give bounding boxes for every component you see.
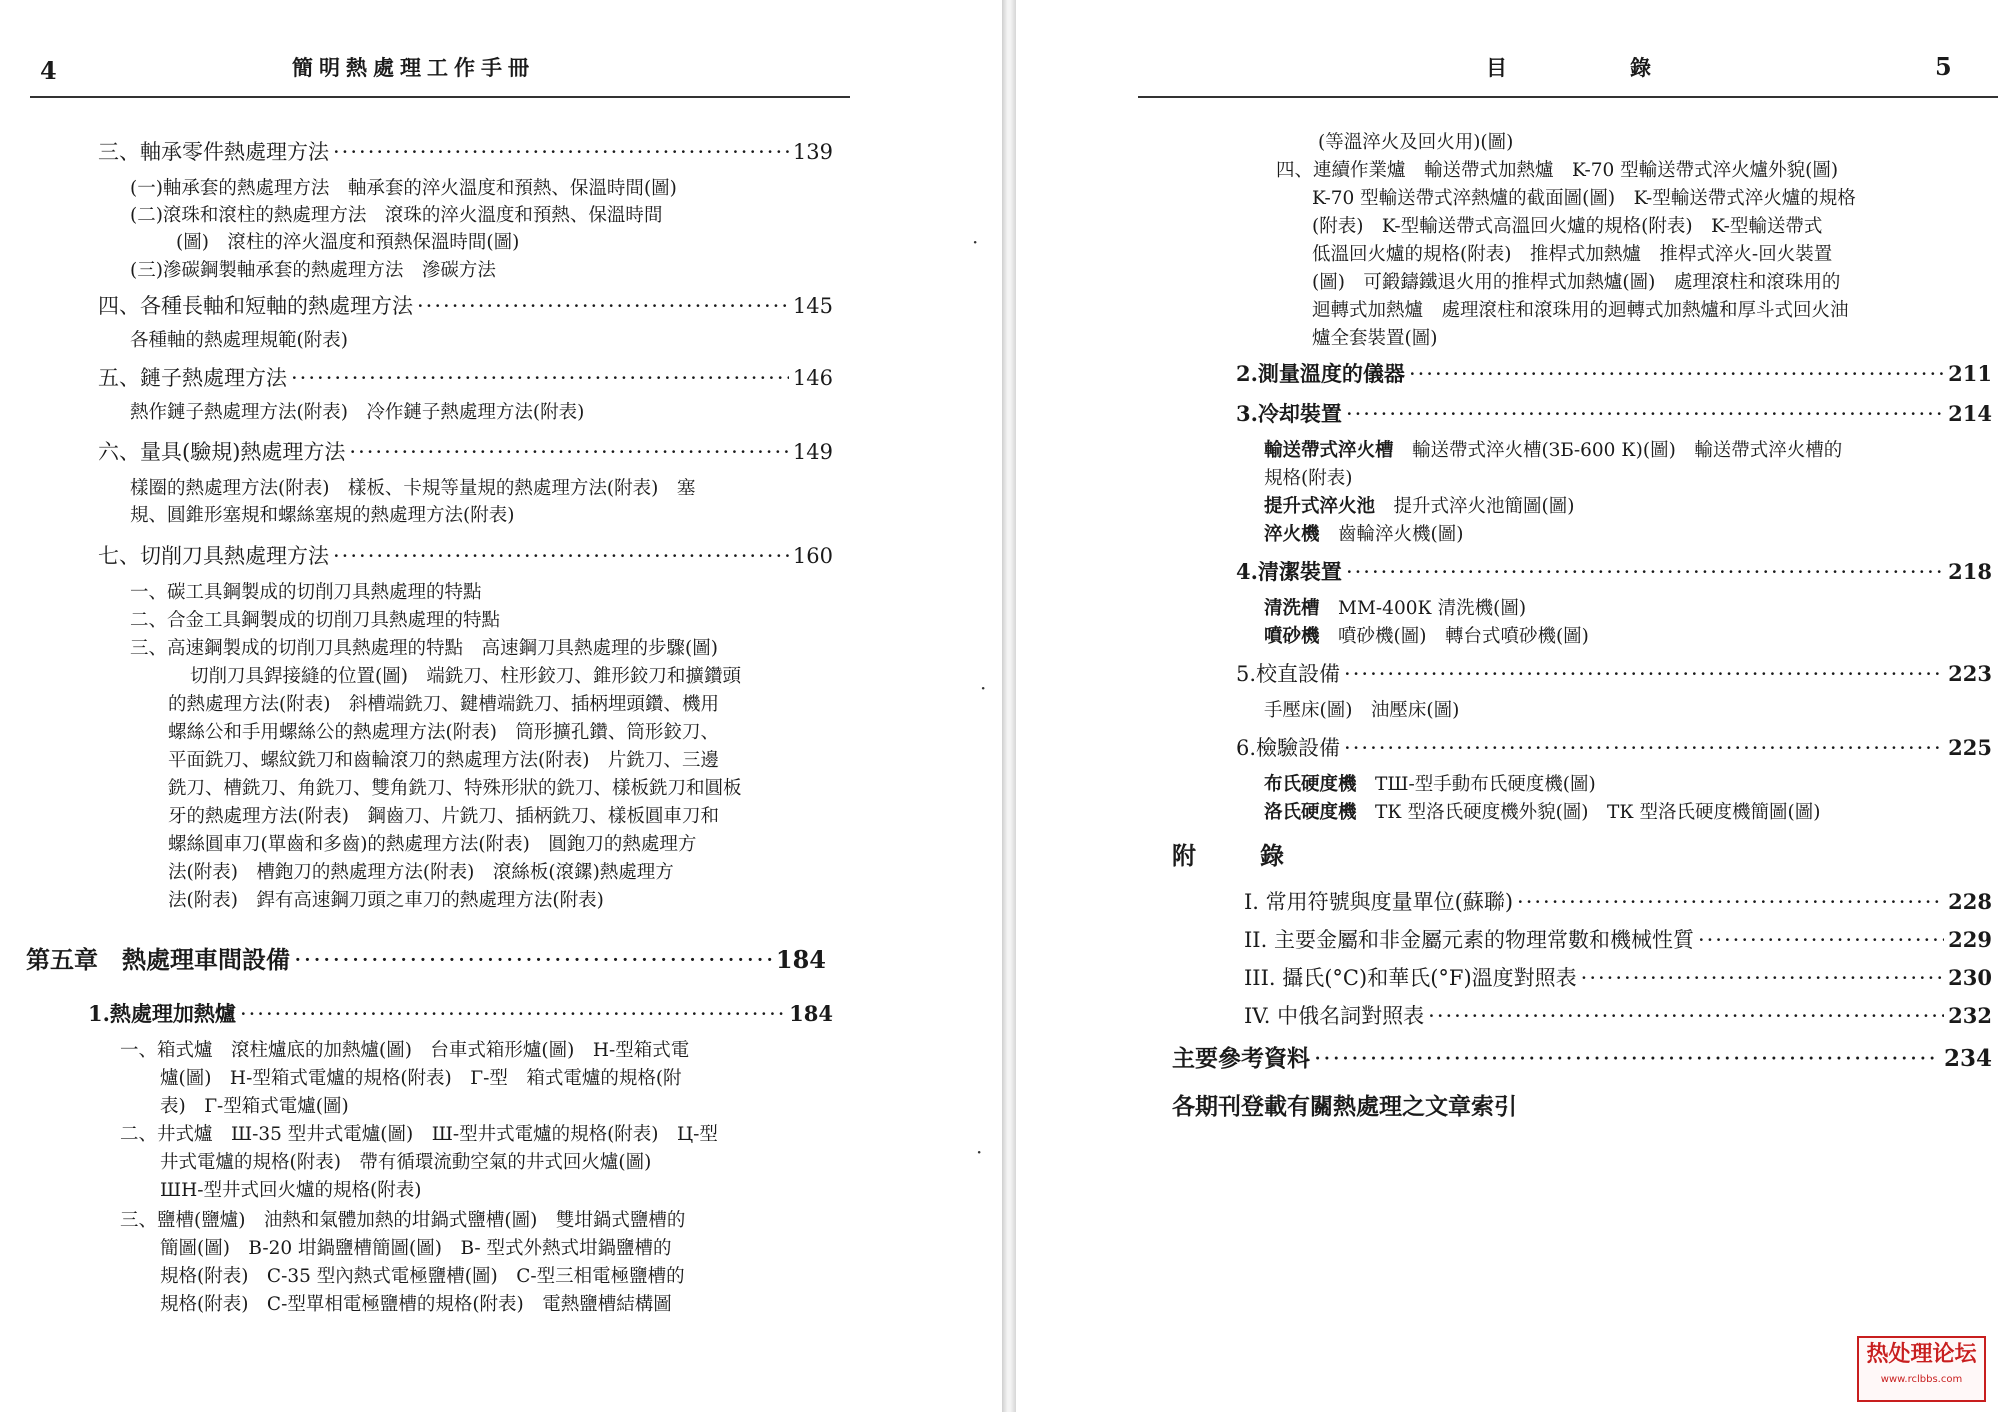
toc-subline: 規格(附表) [1264, 468, 1353, 489]
appendix-entry: II. 主要金屬和非金屬元素的物理常數和機械性質 ····· 229 [1244, 924, 1992, 954]
running-header: 簡明熱處理工作手冊 [292, 55, 535, 80]
header-rule [30, 96, 850, 98]
toc-subline: (圖) 滾柱的淬火溫度和預熱保溫時間(圖) [176, 232, 520, 253]
toc-entry: 3.冷却裝置 ····· 214 [1236, 398, 1992, 428]
forum-watermark: 热处理论坛 www.rclbbs.com [1857, 1336, 1986, 1402]
toc-entry: 五、鏈子熱處理方法 ····· 146 [98, 362, 833, 392]
running-header-left: 目 [1486, 55, 1507, 80]
toc-entry: 4.清潔裝置 ····· 218 [1236, 556, 1992, 586]
page-number: 4 [40, 56, 57, 85]
toc-subline: 一、箱式爐 滾柱爐底的加熱爐(圖) 台車式箱形爐(圖) H-型箱式電 [120, 1040, 690, 1061]
toc-subline: 的熱處理方法(附表) 斜槽端銑刀、鍵槽端銑刀、插柄埋頭鑽、機用 [168, 694, 719, 715]
toc-subline: 表) Γ-型箱式電爐(圖) [160, 1096, 349, 1117]
page-number: 5 [1935, 52, 1952, 81]
toc-subline: (圖) 可鍛鑄鐵退火用的推桿式加熱爐(圖) 處理滾柱和滾珠用的 [1312, 272, 1841, 293]
book-gutter [1002, 0, 1016, 1412]
toc-subline: 牙的熱處理方法(附表) 鋼齒刀、片銑刀、插柄銑刀、樣板圓車刀和 [168, 806, 719, 827]
toc-subline: 平面銑刀、螺紋銑刀和齒輪滾刀的熱處理方法(附表) 片銑刀、三邊 [168, 750, 719, 771]
toc-subline: 切削刀具銲接縫的位置(圖) 端銑刀、柱形鉸刀、錐形鉸刀和擴鑽頭 [190, 666, 741, 687]
toc-subline: (二)滾珠和滾柱的熱處理方法 滾珠的淬火溫度和預熱、保溫時間 [130, 205, 663, 226]
toc-subline: 輸送帶式淬火槽 輸送帶式淬火槽(ЗБ-600 К)(圖) 輸送帶式淬火槽的 [1264, 440, 1843, 461]
toc-subline: 三、高速鋼製成的切削刀具熱處理的特點 高速鋼刀具熱處理的步驟(圖) [130, 638, 718, 659]
references-entry: 主要參考資料 ····· 234 [1172, 1040, 1992, 1073]
toc-entry: 1.熱處理加熱爐 ····· 184 [88, 998, 833, 1028]
toc-subline: 規、圓錐形塞規和螺絲塞規的熱處理方法(附表) [130, 505, 515, 526]
toc-subline: 規格(附表) C-型單相電極鹽槽的規格(附表) 電熱鹽槽結構圖 [160, 1294, 672, 1315]
toc-subline: 二、井式爐 Ш-35 型井式電爐(圖) Ш-型井式電爐的規格(附表) Ц-型 [120, 1124, 718, 1145]
toc-subline: 迴轉式加熱爐 處理滾柱和滾珠用的迴轉式加熱爐和厚斗式回火油 [1312, 300, 1849, 321]
toc-subline: 手壓床(圖) 油壓床(圖) [1264, 700, 1460, 721]
toc-subline: 銑刀、槽銑刀、角銑刀、雙角銑刀、特殊形狀的銑刀、樣板銑刀和圓板 [168, 778, 742, 799]
toc-entry: 七、切削刀具熱處理方法 ····· 160 [98, 540, 833, 570]
toc-subline: 熱作鏈子熱處理方法(附表) 冷作鏈子熱處理方法(附表) [130, 402, 585, 423]
toc-subline: 一、碳工具鋼製成的切削刀具熱處理的特點 [130, 582, 482, 603]
toc-entry: 5.校直設備 ····· 223 [1236, 658, 1992, 688]
periodical-index-entry: 各期刊登載有關熱處理之文章索引 [1172, 1093, 1517, 1120]
toc-subline: 洛氏硬度機 ТК 型洛氏硬度機外貌(圖) ТК 型洛氏硬度機簡圖(圖) [1264, 802, 1821, 823]
toc-subline: (等溫淬火及回火用)(圖) [1318, 132, 1514, 153]
toc-subline: ШН-型井式回火爐的規格(附表) [160, 1180, 422, 1201]
toc-subline: 法(附表) 槽鉋刀的熱處理方法(附表) 滾絲板(滾鏍)熱處理方 [168, 862, 674, 883]
toc-subline: 布氏硬度機 ТШ-型手動布氏硬度機(圖) [1264, 774, 1596, 795]
toc-subline: 爐(圖) H-型箱式電爐的規格(附表) Γ-型 箱式電爐的規格(附 [160, 1068, 682, 1089]
toc-subline: 爐全套裝置(圖) [1312, 328, 1438, 349]
toc-subline: 淬火機 齒輪淬火機(圖) [1264, 524, 1464, 545]
toc-subline: 井式電爐的規格(附表) 帶有循環流動空氣的井式回火爐(圖) [160, 1152, 652, 1173]
appendix-entry: I. 常用符號與度量單位(蘇聯) ····· 228 [1244, 886, 1992, 916]
toc-subline: 規格(附表) C-35 型內熱式電極鹽槽(圖) C-型三相電極鹽槽的 [160, 1266, 685, 1287]
toc-entry: 四、各種長軸和短軸的熱處理方法 ····· 145 [98, 290, 833, 320]
toc-entry: 三、軸承零件熱處理方法 ····· 139 [98, 136, 833, 166]
toc-subline: 簡圖(圖) B-20 坩鍋鹽槽簡圖(圖) B- 型式外熱式坩鍋鹽槽的 [160, 1238, 672, 1259]
chapter-entry: 第五章 熱處理車間設備 ····· 184 [26, 940, 826, 975]
toc-subline: (三)滲碳鋼製軸承套的熱處理方法 滲碳方法 [130, 260, 496, 281]
toc-subline: (附表) K-型輸送帶式高溫回火爐的規格(附表) K-型輸送帶式 [1312, 216, 1823, 237]
appendix-heading: 附 錄 [1172, 841, 1304, 870]
toc-subline: 提升式淬火池 提升式淬火池簡圖(圖) [1264, 496, 1575, 517]
toc-subline: 螺絲圓車刀(單齒和多齒)的熱處理方法(附表) 圓鉋刀的熱處理方 [168, 834, 697, 855]
toc-subline: 清洗槽 MM-400К 清洗機(圖) [1264, 598, 1527, 619]
running-header-right: 錄 [1630, 55, 1651, 80]
toc-entry: 2.測量溫度的儀器 ····· 211 [1236, 358, 1992, 388]
toc-entry: 6.檢驗設備 ····· 225 [1236, 732, 1992, 762]
toc-subline: 各種軸的熱處理規範(附表) [130, 330, 348, 351]
toc-subline: 法(附表) 銲有高速鋼刀頭之車刀的熱處理方法(附表) [168, 890, 604, 911]
toc-subline: 四、連續作業爐 輸送帶式加熱爐 K-70 型輸送帶式淬火爐外貌(圖) [1276, 160, 1839, 181]
toc-subline: 三、鹽槽(鹽爐) 油熱和氣體加熱的坩鍋式鹽槽(圖) 雙坩鍋式鹽槽的 [120, 1210, 686, 1231]
header-rule [1138, 96, 1998, 98]
right-page [1018, 0, 2004, 1412]
toc-subline: 低溫回火爐的規格(附表) 推桿式加熱爐 推桿式淬火-回火裝置 [1312, 244, 1833, 265]
toc-subline: 噴砂機 噴砂機(圖) 轉台式噴砂機(圖) [1264, 626, 1589, 647]
toc-subline: (一)軸承套的熱處理方法 軸承套的淬火溫度和預熱、保溫時間(圖) [130, 178, 677, 199]
toc-subline: 樣圈的熱處理方法(附表) 樣板、卡規等量規的熱處理方法(附表) 塞 [130, 478, 696, 499]
toc-subline: 螺絲公和手用螺絲公的熱處理方法(附表) 筒形擴孔鑽、筒形鉸刀、 [168, 722, 719, 743]
toc-subline: K-70 型輸送帶式淬熱爐的截面圖(圖) K-型輸送帶式淬火爐的規格 [1312, 188, 1856, 209]
toc-entry: 六、量具(驗規)熱處理方法 ····· 149 [98, 436, 833, 466]
scan-speck: · [972, 230, 979, 254]
scan-speck: · [980, 676, 987, 700]
appendix-entry: III. 攝氏(°C)和華氏(°F)溫度對照表 ····· 230 [1244, 962, 1992, 992]
appendix-entry: IV. 中俄名詞對照表 ····· 232 [1244, 1000, 1992, 1030]
toc-subline: 二、合金工具鋼製成的切削刀具熱處理的特點 [130, 610, 501, 631]
left-page [0, 0, 1000, 1412]
scan-speck: · [976, 1140, 983, 1164]
